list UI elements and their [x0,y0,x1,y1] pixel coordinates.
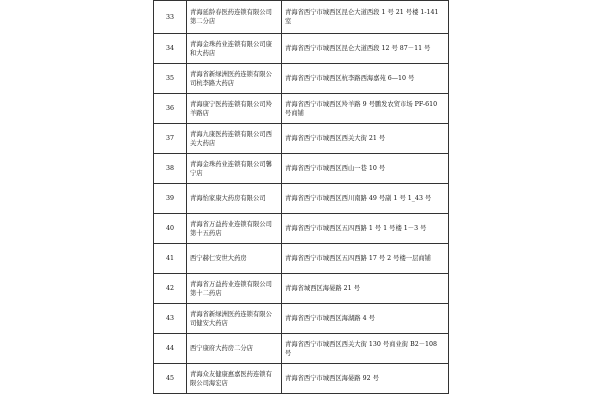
table-row [154,244,449,274]
store-address: 青海省西宁市城西区五四西路 1 号 1 号楼 1－3 号 [282,214,449,244]
store-name: 青海省万益药业连锁有限公司第十五药店 [187,214,282,244]
store-name: 青海省万益药业连锁有限公司第十二药店 [187,274,282,304]
row-number: 35 [154,64,187,94]
row-number: 36 [154,94,187,124]
store-address: 青海省西宁市城西区西山一巷 10 号 [282,154,449,184]
store-address: 青海省西宁市城西区昆仑大道西段 12 号 87－11 号 [282,34,449,64]
row-number: 40 [154,214,187,244]
store-name: 西宁康府大药房二分店 [187,334,282,364]
store-name: 青海康宁医药连锁有限公司羚羊路店 [187,94,282,124]
row-number: 37 [154,124,187,154]
table-row [154,214,449,244]
table-row [154,64,449,94]
store-address: 青海省西宁市城西区杭李路西海嘉苑 6—10 号 [282,64,449,94]
table-row [154,334,449,364]
table-row [154,34,449,64]
store-name: 青海金珠药业连锁有限公司馨宁店 [187,154,282,184]
table-row [154,184,449,214]
store-name: 西宁赫仁安世大药房 [187,244,282,274]
row-number: 43 [154,304,187,334]
store-address: 青海省西宁市城西区昆仑大道西段 1 号 21 号楼 1-141 室 [282,1,449,34]
table-row [154,364,449,394]
row-number: 34 [154,34,187,64]
table-row [154,124,449,154]
store-name: 青海九康医药连锁有限公司西关大药店 [187,124,282,154]
store-address: 青海省西宁市城西区海晏路 92 号 [282,364,449,394]
table-row [154,1,449,34]
row-number: 41 [154,244,187,274]
store-address: 青海省西宁市城西区五四西路 17 号 2 号楼一层商铺 [282,244,449,274]
store-name: 青海怡家康大药房有限公司 [187,184,282,214]
store-name: 青海延龄春医药连锁有限公司第二分店 [187,1,282,34]
row-number: 44 [154,334,187,364]
row-number: 38 [154,154,187,184]
row-number: 33 [154,1,187,34]
store-address: 青海省西宁市城西区西川南路 49 号副 1 号 1_43 号 [282,184,449,214]
store-address: 青海省西宁市城西区羚羊路 9 号鹏发农贸市场 PF-610 号商铺 [282,94,449,124]
store-address: 青海省城西区海晏路 21 号 [282,274,449,304]
store-address: 青海省西宁市城西区西关大街 21 号 [282,124,449,154]
store-name: 青海众友健康惠嘉医药连锁有限公司海宏店 [187,364,282,394]
store-name: 青海省新绿洲医药连锁有限公司健安大药店 [187,304,282,334]
row-number: 42 [154,274,187,304]
store-address: 青海省西宁市城西区西关大街 130 号商业街 B2－108 号 [282,334,449,364]
row-number: 39 [154,184,187,214]
table-row [154,154,449,184]
table-row [154,94,449,124]
store-address: 青海省西宁市城西区海湖路 4 号 [282,304,449,334]
store-name: 青海省新绿洲医药连锁有限公司杭李路大药店 [187,64,282,94]
table-row [154,274,449,304]
store-name: 青海金珠药业连锁有限公司康和大药店 [187,34,282,64]
row-number: 45 [154,364,187,394]
table-row [154,304,449,334]
pharmacy-list-table [153,0,449,394]
